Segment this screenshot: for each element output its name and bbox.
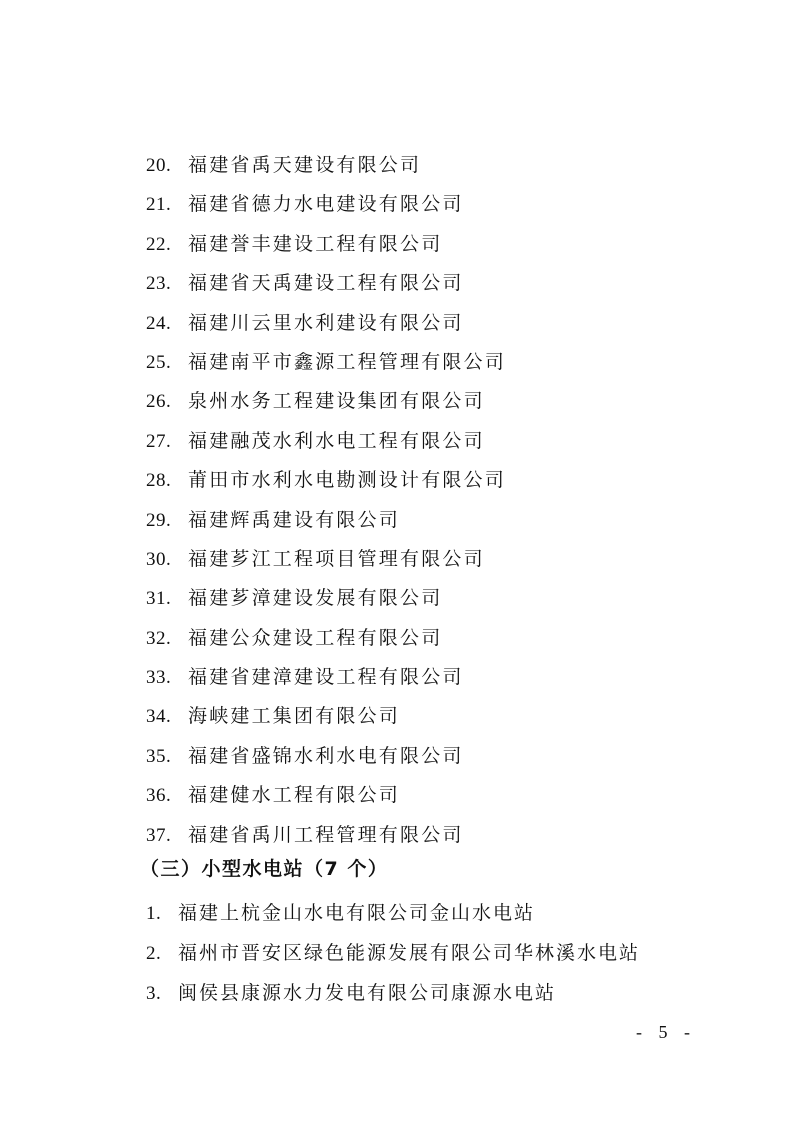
list-item: [146, 501, 506, 540]
list-item: [146, 737, 506, 776]
item-name: 福建省盛锦水利水电有限公司: [188, 744, 464, 767]
list-item: [146, 816, 506, 855]
list-item: [146, 776, 506, 815]
item-number: 28.: [146, 470, 172, 492]
section-heading: （三）小型水电站（7 个）: [140, 858, 389, 880]
item-number: 1.: [146, 903, 162, 924]
item-number: 24.: [146, 312, 172, 334]
item-number: 34.: [146, 706, 172, 728]
list-item: [146, 264, 506, 303]
item-name: 福州市晋安区绿色能源发展有限公司华林溪水电站: [178, 942, 641, 964]
item-number: 2.: [146, 943, 162, 964]
item-number: 31.: [146, 588, 172, 610]
item-number: 36.: [146, 785, 172, 807]
item-name: 福建南平市鑫源工程管理有限公司: [188, 350, 507, 373]
list-item: [146, 658, 506, 697]
item-name: 福建誉丰建设工程有限公司: [188, 232, 443, 255]
item-number: 25.: [146, 351, 172, 373]
list-item: [146, 225, 506, 264]
item-name: 福建公众建设工程有限公司: [188, 626, 443, 649]
list-item: [146, 422, 506, 461]
item-number: 20.: [146, 155, 172, 176]
item-name: 福建融茂水利水电工程有限公司: [188, 429, 485, 452]
item-name: 福建省德力水电建设有限公司: [188, 193, 464, 216]
item-name: 福建省禹天建设有限公司: [188, 154, 422, 176]
list-item: [146, 933, 640, 973]
station-list: [146, 893, 640, 1013]
list-item: [146, 185, 506, 224]
list-item: [146, 619, 506, 658]
item-name: 福建芗漳建设发展有限公司: [188, 587, 443, 610]
company-list: [146, 146, 506, 855]
item-name: 海峡建工集团有限公司: [188, 705, 401, 728]
list-item: [146, 461, 506, 500]
item-number: 22.: [146, 233, 172, 255]
list-item: [146, 973, 640, 1013]
item-name: 福建川云里水利建设有限公司: [188, 311, 464, 334]
item-name: 福建上杭金山水电有限公司金山水电站: [178, 902, 536, 924]
list-item: [146, 146, 506, 185]
item-number: 21.: [146, 194, 172, 216]
item-name: 福建辉禹建设有限公司: [188, 508, 401, 531]
list-item: [146, 893, 640, 933]
list-item: [146, 540, 506, 579]
item-name: 福建省建漳建设工程有限公司: [188, 666, 464, 689]
item-name: 泉州水务工程建设集团有限公司: [188, 390, 485, 413]
item-name: 福建省天禹建设工程有限公司: [188, 272, 464, 295]
list-item: [146, 343, 506, 382]
list-item: [146, 304, 506, 343]
item-name: 莆田市水利水电勘测设计有限公司: [188, 469, 507, 492]
page-number: - 5 -: [636, 1022, 696, 1042]
item-number: 32.: [146, 627, 172, 649]
item-number: 27.: [146, 430, 172, 452]
item-number: 37.: [146, 824, 172, 846]
list-item: [146, 382, 506, 421]
item-number: 3.: [146, 983, 162, 1004]
item-name: 福建省禹川工程管理有限公司: [188, 823, 464, 846]
list-item: [146, 579, 506, 618]
item-number: 30.: [146, 548, 172, 570]
item-number: 29.: [146, 509, 172, 531]
item-number: 23.: [146, 273, 172, 295]
item-name: 福建芗江工程项目管理有限公司: [188, 547, 485, 570]
item-number: 26.: [146, 391, 172, 413]
item-name: 闽侯县康源水力发电有限公司康源水电站: [178, 982, 557, 1004]
list-item: [146, 697, 506, 736]
item-number: 35.: [146, 745, 172, 767]
item-name: 福建健水工程有限公司: [188, 784, 401, 807]
item-number: 33.: [146, 667, 172, 689]
